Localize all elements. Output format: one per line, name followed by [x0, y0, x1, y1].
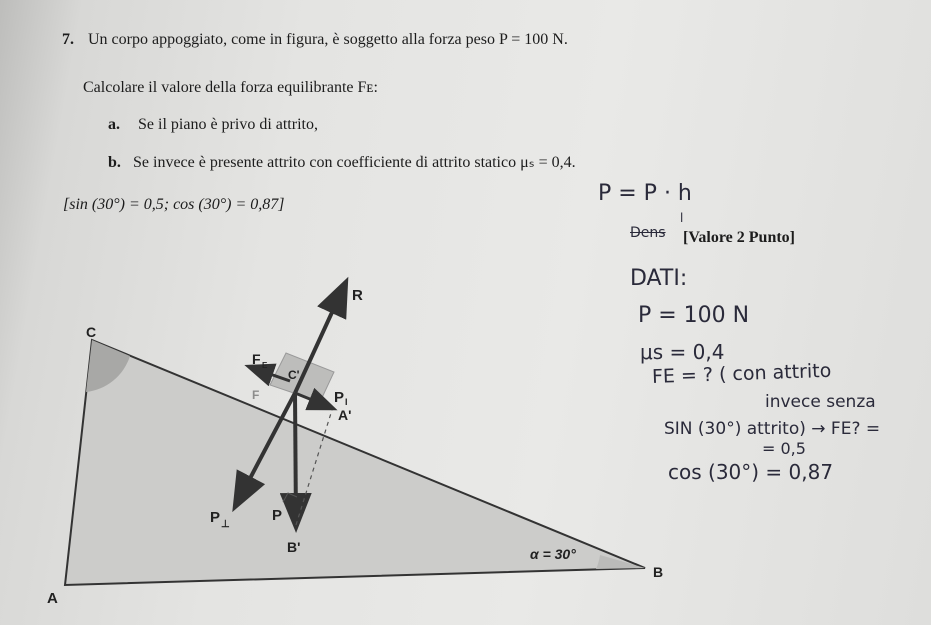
- item-a-text: Se il piano è privo di attrito,: [138, 116, 318, 133]
- problem-task: Calcolare il valore della forza equilibrante Fᴇ:: [83, 79, 378, 96]
- force-p-perp-label: P: [210, 509, 221, 526]
- angle-alpha-label: α = 30°: [530, 546, 576, 562]
- force-fe-subscript: E: [262, 361, 268, 370]
- force-r-label: R: [352, 287, 363, 304]
- force-p-par-subscript: I: [345, 397, 348, 407]
- force-p-perp-subscript: ⊥: [221, 519, 230, 530]
- item-b-tag: b.: [108, 154, 121, 171]
- score-label: [Valore 2 Punto]: [683, 229, 795, 246]
- point-c-prime-label: C': [288, 368, 300, 382]
- handwritten-formula: P = P · h: [598, 181, 692, 206]
- handwritten-fe-question: FE = ? ( con attrito: [651, 359, 832, 388]
- problem-number: 7.: [62, 31, 74, 48]
- handwritten-sin-value: = 0,5: [762, 439, 806, 458]
- handwritten-mu-value: μs = 0,4: [640, 340, 725, 364]
- handwritten-cos-line: cos (30°) = 0,87: [668, 460, 834, 484]
- item-a-tag: a.: [108, 116, 120, 133]
- force-p-par-label: P: [334, 389, 345, 406]
- force-p-arrow: [295, 393, 296, 525]
- vertex-a-label: A: [47, 590, 58, 607]
- force-fe-shadow-label: F: [252, 388, 260, 402]
- item-b-text: Se invece è presente attrito con coefficiente di attrito statico μₛ = 0,4.: [133, 154, 576, 171]
- problem-statement: Un corpo appoggiato, come in figura, è soggetto alla forza peso P = 100 N.: [88, 31, 568, 48]
- handwritten-dati: DATI:: [630, 266, 688, 291]
- handwritten-p-value: P = 100 N: [638, 303, 750, 328]
- vertex-b-label: B: [653, 564, 664, 580]
- handwritten-formula-under: l: [680, 211, 684, 225]
- handwritten-sin-line: SIN (30°) attrito) → FE? =: [664, 419, 881, 439]
- force-fe-label: F: [252, 351, 261, 367]
- point-a-prime-label: A': [338, 407, 352, 423]
- handwritten-crossed-word: Dens: [630, 225, 666, 241]
- handwritten-invece: invece senza: [765, 392, 876, 412]
- force-p-label: P: [272, 507, 283, 524]
- point-b-prime-label: B': [287, 539, 301, 555]
- vertex-c-label: C: [86, 324, 97, 340]
- trig-hint: [sin (30°) = 0,5; cos (30°) = 0,87]: [63, 196, 285, 213]
